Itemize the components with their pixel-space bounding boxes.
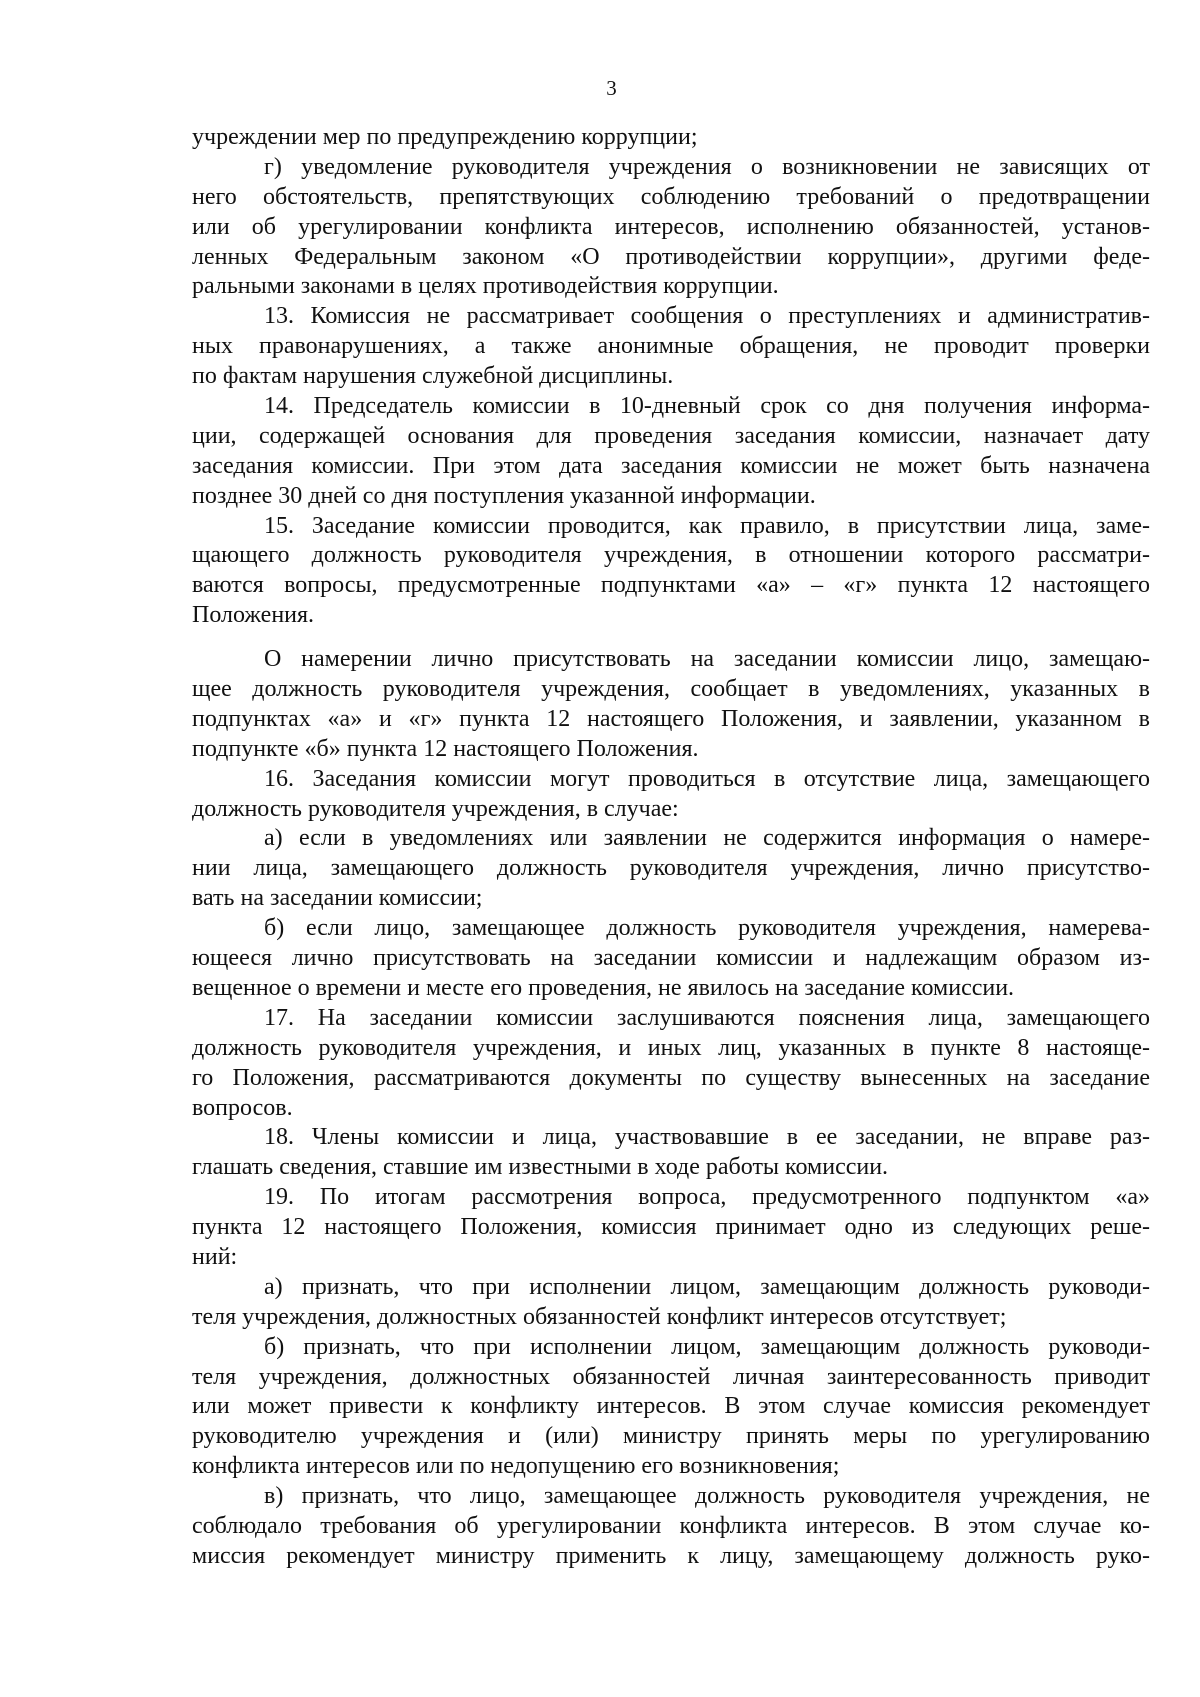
text-line: 17. На заседании комиссии заслушиваются пояснения лица, замещающего bbox=[264, 1004, 1150, 1031]
text-line: щее должность руководителя учреждения, сообщает в уведомлениях, указанных в bbox=[192, 676, 1150, 703]
text-line: а) если в уведомлениях или заявлении не содержится информация о намере- bbox=[264, 825, 1150, 852]
text-line: учреждении мер по предупреждению коррупции; bbox=[192, 124, 698, 150]
text-line: теля учреждения, должностных обязанностей конфликт интересов отсутствует; bbox=[192, 1303, 1007, 1330]
text-line: ральными законами в целях противодействия коррупции. bbox=[192, 273, 779, 300]
text-line: по фактам нарушения служебной дисциплины. bbox=[192, 363, 674, 390]
text-line: б) если лицо, замещающее должность руководителя учреждения, намерева- bbox=[264, 915, 1150, 942]
text-line: теля учреждения, должностных обязанностей личная заинтересованность приводит bbox=[192, 1363, 1150, 1390]
text-line: 19. По итогам рассмотрения вопроса, предусмотренного подпунктом «а» bbox=[264, 1184, 1150, 1211]
text-line: руководителю учреждения и (или) министру принять меры по урегулированию bbox=[192, 1423, 1150, 1450]
text-line: ленных Федеральным законом «О противодействии коррупции», другими феде- bbox=[192, 243, 1150, 270]
page-number: 3 bbox=[606, 76, 617, 100]
text-line: а) признать, что при исполнении лицом, замещающим должность руководи- bbox=[264, 1273, 1150, 1300]
text-line: ющееся лично присутствовать на заседании комиссии и надлежащим образом из- bbox=[192, 945, 1150, 972]
text-line: вопросов. bbox=[192, 1094, 293, 1121]
text-line: миссия рекомендует министру применить к лицу, замещающему должность руко- bbox=[192, 1542, 1150, 1569]
text-line: вать на заседании комиссии; bbox=[192, 885, 483, 912]
text-line: конфликта интересов или по недопущению его возникновения; bbox=[192, 1453, 840, 1480]
text-line: ных правонарушениях, а также анонимные обращения, не проводит проверки bbox=[192, 333, 1150, 360]
text-line: вещенное о времени и месте его проведения, не явилось на заседание комиссии. bbox=[192, 974, 1015, 1001]
text-line: или может привести к конфликту интересов. В этом случае комиссия рекомендует bbox=[192, 1393, 1150, 1420]
text-line: позднее 30 дней со дня поступления указанной информации. bbox=[192, 482, 816, 509]
text-line: подпунктах «а» и «г» пункта 12 настоящего Положения, и заявлении, указанном в bbox=[192, 705, 1150, 732]
text-line: О намерении лично присутствовать на заседании комиссии лицо, замещаю- bbox=[264, 646, 1150, 673]
text-line: 18. Члены комиссии и лица, участвовавшие в ее заседании, не вправе раз- bbox=[264, 1124, 1150, 1151]
text-line: г) уведомление руководителя учреждения о возникновении не зависящих от bbox=[264, 153, 1150, 180]
text-line: в) признать, что лицо, замещающее должность руководителя учреждения, не bbox=[264, 1483, 1150, 1510]
paragraph-gap bbox=[192, 631, 1150, 645]
text-line: заседания комиссии. При этом дата заседания комиссии не может быть назначена bbox=[192, 452, 1150, 479]
text-line: го Положения, рассматриваются документы по существу вынесенных на заседание bbox=[192, 1064, 1150, 1091]
text-line: ваются вопросы, предусмотренные подпунктами «а» – «г» пункта 12 настоящего bbox=[192, 572, 1150, 599]
text-line: щающего должность руководителя учреждения, в отношении которого рассматри- bbox=[192, 542, 1150, 569]
text-line: б) признать, что при исполнении лицом, замещающим должность руководи- bbox=[264, 1333, 1150, 1360]
text-line: ний: bbox=[192, 1243, 238, 1270]
text-line: 13. Комиссия не рассматривает сообщения о преступлениях и административ- bbox=[264, 303, 1150, 330]
text-line: 14. Председатель комиссии в 10-дневный срок со дня получения информа- bbox=[264, 393, 1150, 420]
text-line: 15. Заседание комиссии проводится, как правило, в присутствии лица, заме- bbox=[264, 512, 1150, 539]
document-body bbox=[192, 123, 1150, 1572]
text-line: нии лица, замещающего должность руководителя учреждения, лично присутство- bbox=[192, 855, 1150, 882]
text-line: Положения. bbox=[192, 602, 315, 629]
text-line: или об урегулировании конфликта интересов, исполнению обязанностей, установ- bbox=[192, 213, 1150, 240]
text-line: ции, содержащей основания для проведения заседания комиссии, назначает дату bbox=[192, 422, 1150, 449]
text-line: соблюдало требования об урегулировании конфликта интересов. В этом случае ко- bbox=[192, 1512, 1150, 1539]
text-line: глашать сведения, ставшие им известными в ходе работы комиссии. bbox=[192, 1154, 889, 1181]
text-line: него обстоятельств, препятствующих соблюдению требований о предотвращении bbox=[192, 183, 1150, 210]
text-line: подпункте «б» пункта 12 настоящего Положения. bbox=[192, 735, 699, 762]
text-line: должность руководителя учреждения, и иных лиц, указанных в пункте 8 настояще- bbox=[192, 1034, 1150, 1061]
text-line: 16. Заседания комиссии могут проводиться в отсутствие лица, замещающего bbox=[264, 765, 1150, 792]
text-line: должность руководителя учреждения, в случае: bbox=[192, 795, 679, 822]
text-line: пункта 12 настоящего Положения, комиссия принимает одно из следующих реше- bbox=[192, 1214, 1150, 1241]
